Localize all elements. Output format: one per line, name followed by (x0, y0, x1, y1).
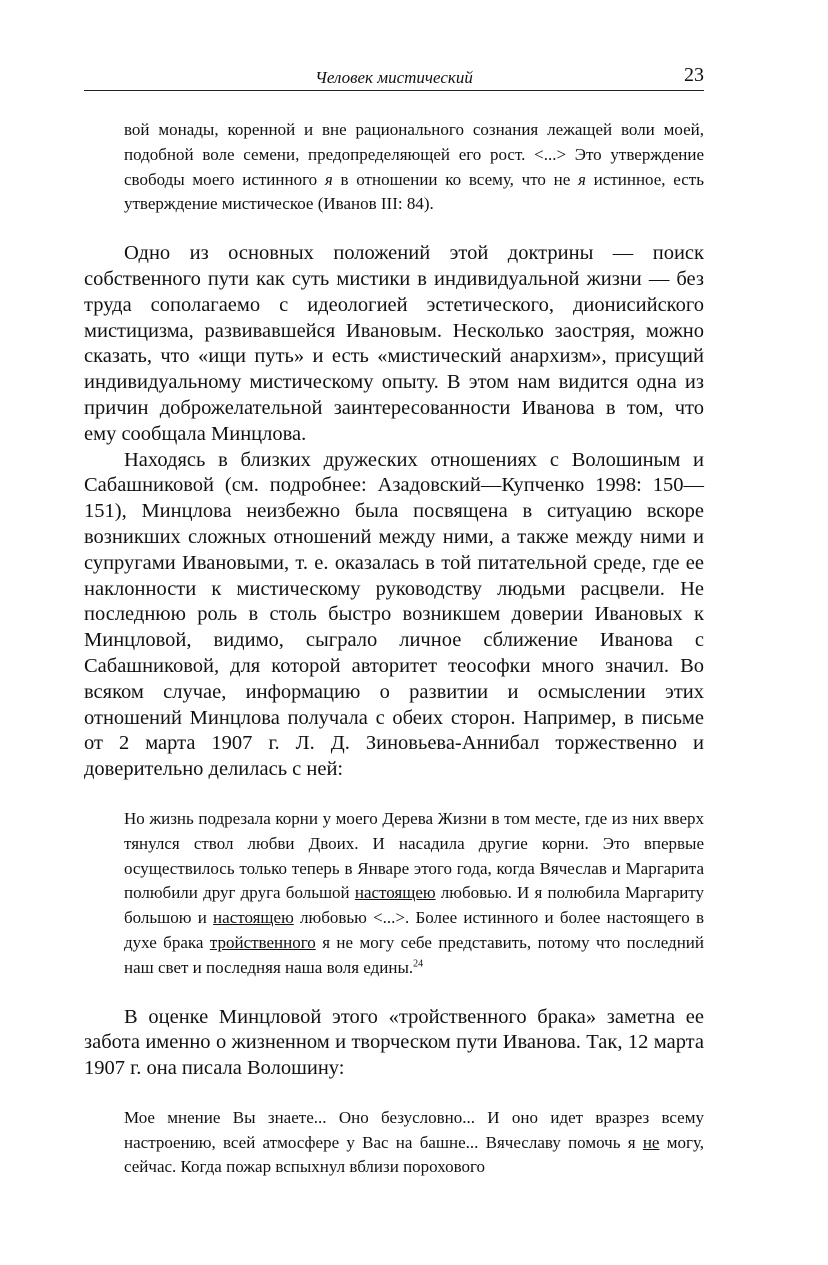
block-quote-ivanov: вой монады, коренной и вне рационального сознания лежащей воли моей, подобной воле семени, предопределяющей его рост. <...> Это утверждение свободы моего истинного я в отношении ко всему, что не я истинное, есть утверждение мистическое (Иванов III: 84). (124, 120, 704, 214)
running-title: Человек мистический (315, 68, 473, 87)
paragraph-triple-marriage: В оценке Минцловой этого «тройственного брака» заметна ее забота именно о жизненном и творческом пути Иванова. Так, 12 марта 1907 г. она писала Волошину: (84, 1005, 704, 1080)
block-quote-letter: Но жизнь подрезала корни у моего Дерева Жизни в том месте, где из них вверх тянулся ствол любви Двоих. И насадила другие корни. Это впервые осуществилось только теперь в Январе этого года, когда Вячеслав и Маргарита полюбили друг друга большой настоящею любовью. И я полюбила Маргариту большою и настоящею любовью <...>. Более истинного и более настоящего в духе брака тройственного я не могу себе представить, потому что последний наш свет и последняя наша воля едины.$^{24}$ (124, 808, 704, 977)
footnote-ref: 24 (413, 958, 424, 970)
block-quote-mintslova-letter: Мое мнение Вы знаете... Оно безусловно... И оно идет вразрез всему настроению, всей атмосфере у Вас на башне... Вячеславу помочь я не могу, сейчас. Когда пожар вспыхнул вблизи порохового (124, 1107, 704, 1177)
page-number: 23 (684, 64, 704, 86)
page-content (84, 118, 704, 1204)
paragraph-mintslova: Находясь в близких дружеских отношениях с Волошиным и Сабашниковой (см. подробнее: Азадовский—Купченко 1998: 150—151), Минцлова неизбежно была посвящена в ситуацию вскоре возникших сложных отношений между ними, а также между ними и супругами Ивановыми, т. е. оказалась в той питательной среде, где ее наклонности к мистическому руководству людьми расцвели. Не последнюю роль в столь быстро возникшем доверии Ивановых к Минцловой, видимо, сыграло личное сближение Иванова с Сабашниковой, для которой авторитет теософки много значил. Во всяком случае, информацию о развитии и осмыслении этих отношений Минцлова получала с обеих сторон. Например, в письме от 2 марта 1907 г. Л. Д. Зиновьева-Аннибал торжественно и доверительно делилась с ней: (84, 448, 704, 781)
page-header (84, 62, 704, 91)
paragraph-doctrine: Одно из основных положений этой доктрины — поиск собственного пути как суть мистики в индивидуальной жизни — без труда сополагаемо с идеологией эстетического, дионисийского мистицизма, развивавшейся Ивановым. Несколько заостряя, можно сказать, что «ищи путь» и есть «мистический анархизм», присущий индивидуальному мистическому опыту. В этом нам видится одна из причин доброжелательной заинтересованности Иванова в том, что ему сообщала Минцлова. (84, 242, 704, 445)
